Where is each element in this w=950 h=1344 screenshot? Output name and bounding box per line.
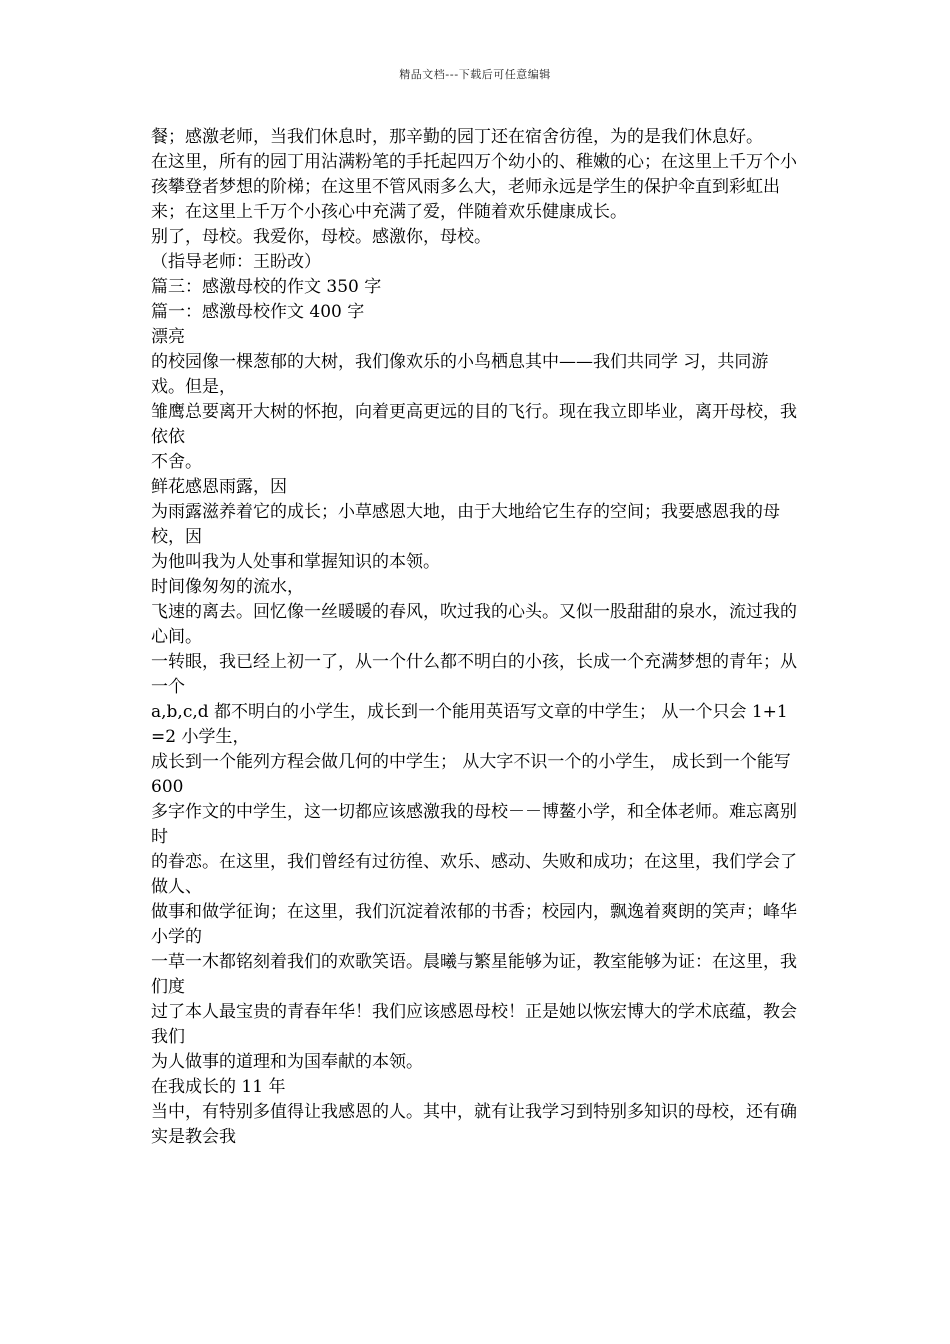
paragraph: 过了本人最宝贵的青春年华！我们应该感恩母校！正是她以恢宏博大的学术底蕴，教会我们 — [151, 1002, 797, 1047]
paragraph: 雏鹰总要离开大树的怀抱，向着更高更远的目的飞行。现在我立即毕业，离开母校，我依依 — [151, 402, 797, 447]
paragraph: 为雨露滋养着它的成长；小草感恩大地，由于大地给它生存的空间；我要感恩我的母校，因 — [151, 502, 780, 547]
paragraph: （指导老师：王盼改） — [151, 252, 321, 272]
paragraph: 别了，母校。我爱你，母校。感激你，母校。 — [151, 227, 491, 247]
paragraph: 的眷恋。在这里，我们曾经有过彷徨、欢乐、感动、失败和成功；在这里，我们学会了做人、 — [151, 852, 797, 897]
paragraph: 在我成长的 11 年 — [151, 1077, 286, 1097]
document-body — [151, 125, 801, 1150]
paragraph: 一转眼，我已经上初一了，从一个什么都不明白的小孩，长成一个充满梦想的青年；从一个 — [151, 652, 797, 697]
paragraph: 的校园像一棵葱郁的大树，我们像欢乐的小鸟栖息其中——我们共同学 习，共同游戏。但是， — [151, 352, 769, 397]
paragraph: 时间像匆匆的流水， — [151, 577, 304, 597]
paragraph: 鲜花感恩雨露，因 — [151, 477, 287, 497]
paragraph: 为人做事的道理和为国奉献的本领。 — [151, 1052, 423, 1072]
paragraph: 餐；感激老师，当我们休息时，那辛勤的园丁还在宿舍彷徨，为的是我们休息好。 — [151, 127, 763, 147]
section-heading: 篇三：感激母校的作文 350 字 — [151, 277, 382, 297]
section-heading: 篇一：感激母校作文 400 字 — [151, 302, 365, 322]
paragraph: 多字作文的中学生，这一切都应该感激我的母校－－博鳌小学，和全体老师。难忘离别时 — [151, 802, 797, 847]
paragraph: 在这里，所有的园丁用沾满粉笔的手托起四万个幼小的、稚嫩的心；在这里上千万个小孩攀登者梦想的阶梯；在这里不管风雨多么大，老师永远是学生的保护伞直到彩虹出来；在这里上千万个小孩心中充满了爱，伴随着欢乐健康成长。 — [151, 152, 797, 222]
paragraph: 为他叫我为人处事和掌握知识的本领。 — [151, 552, 440, 572]
paragraph: 做事和做学征询；在这里，我们沉淀着浓郁的书香；校园内，飘逸着爽朗的笑声；峰华小学的 — [151, 902, 797, 947]
paragraph: 当中，有特别多值得让我感恩的人。其中，就有让我学习到特别多知识的母校，还有确实是教会我 — [151, 1102, 797, 1147]
paragraph: 一草一木都铭刻着我们的欢歌笑语。晨曦与繁星能够为证，教室能够为证：在这里，我们度 — [151, 952, 797, 997]
paragraph: 飞速的离去。回忆像一丝暖暖的春风，吹过我的心头。又似一股甜甜的泉水，流过我的心间。 — [151, 602, 797, 647]
paragraph: 不舍。 — [151, 452, 202, 472]
paragraph: 漂亮 — [151, 327, 185, 347]
page-header: 精品文档---下载后可任意编辑 — [399, 68, 551, 81]
paragraph: a,b,c,d 都不明白的小学生，成长到一个能用英语写文章的中学生； 从一个只会 1+1=2 小学生， — [151, 702, 788, 747]
paragraph: 成长到一个能列方程会做几何的中学生； 从大字不识一个的小学生， 成长到一个能写 600 — [151, 752, 791, 797]
